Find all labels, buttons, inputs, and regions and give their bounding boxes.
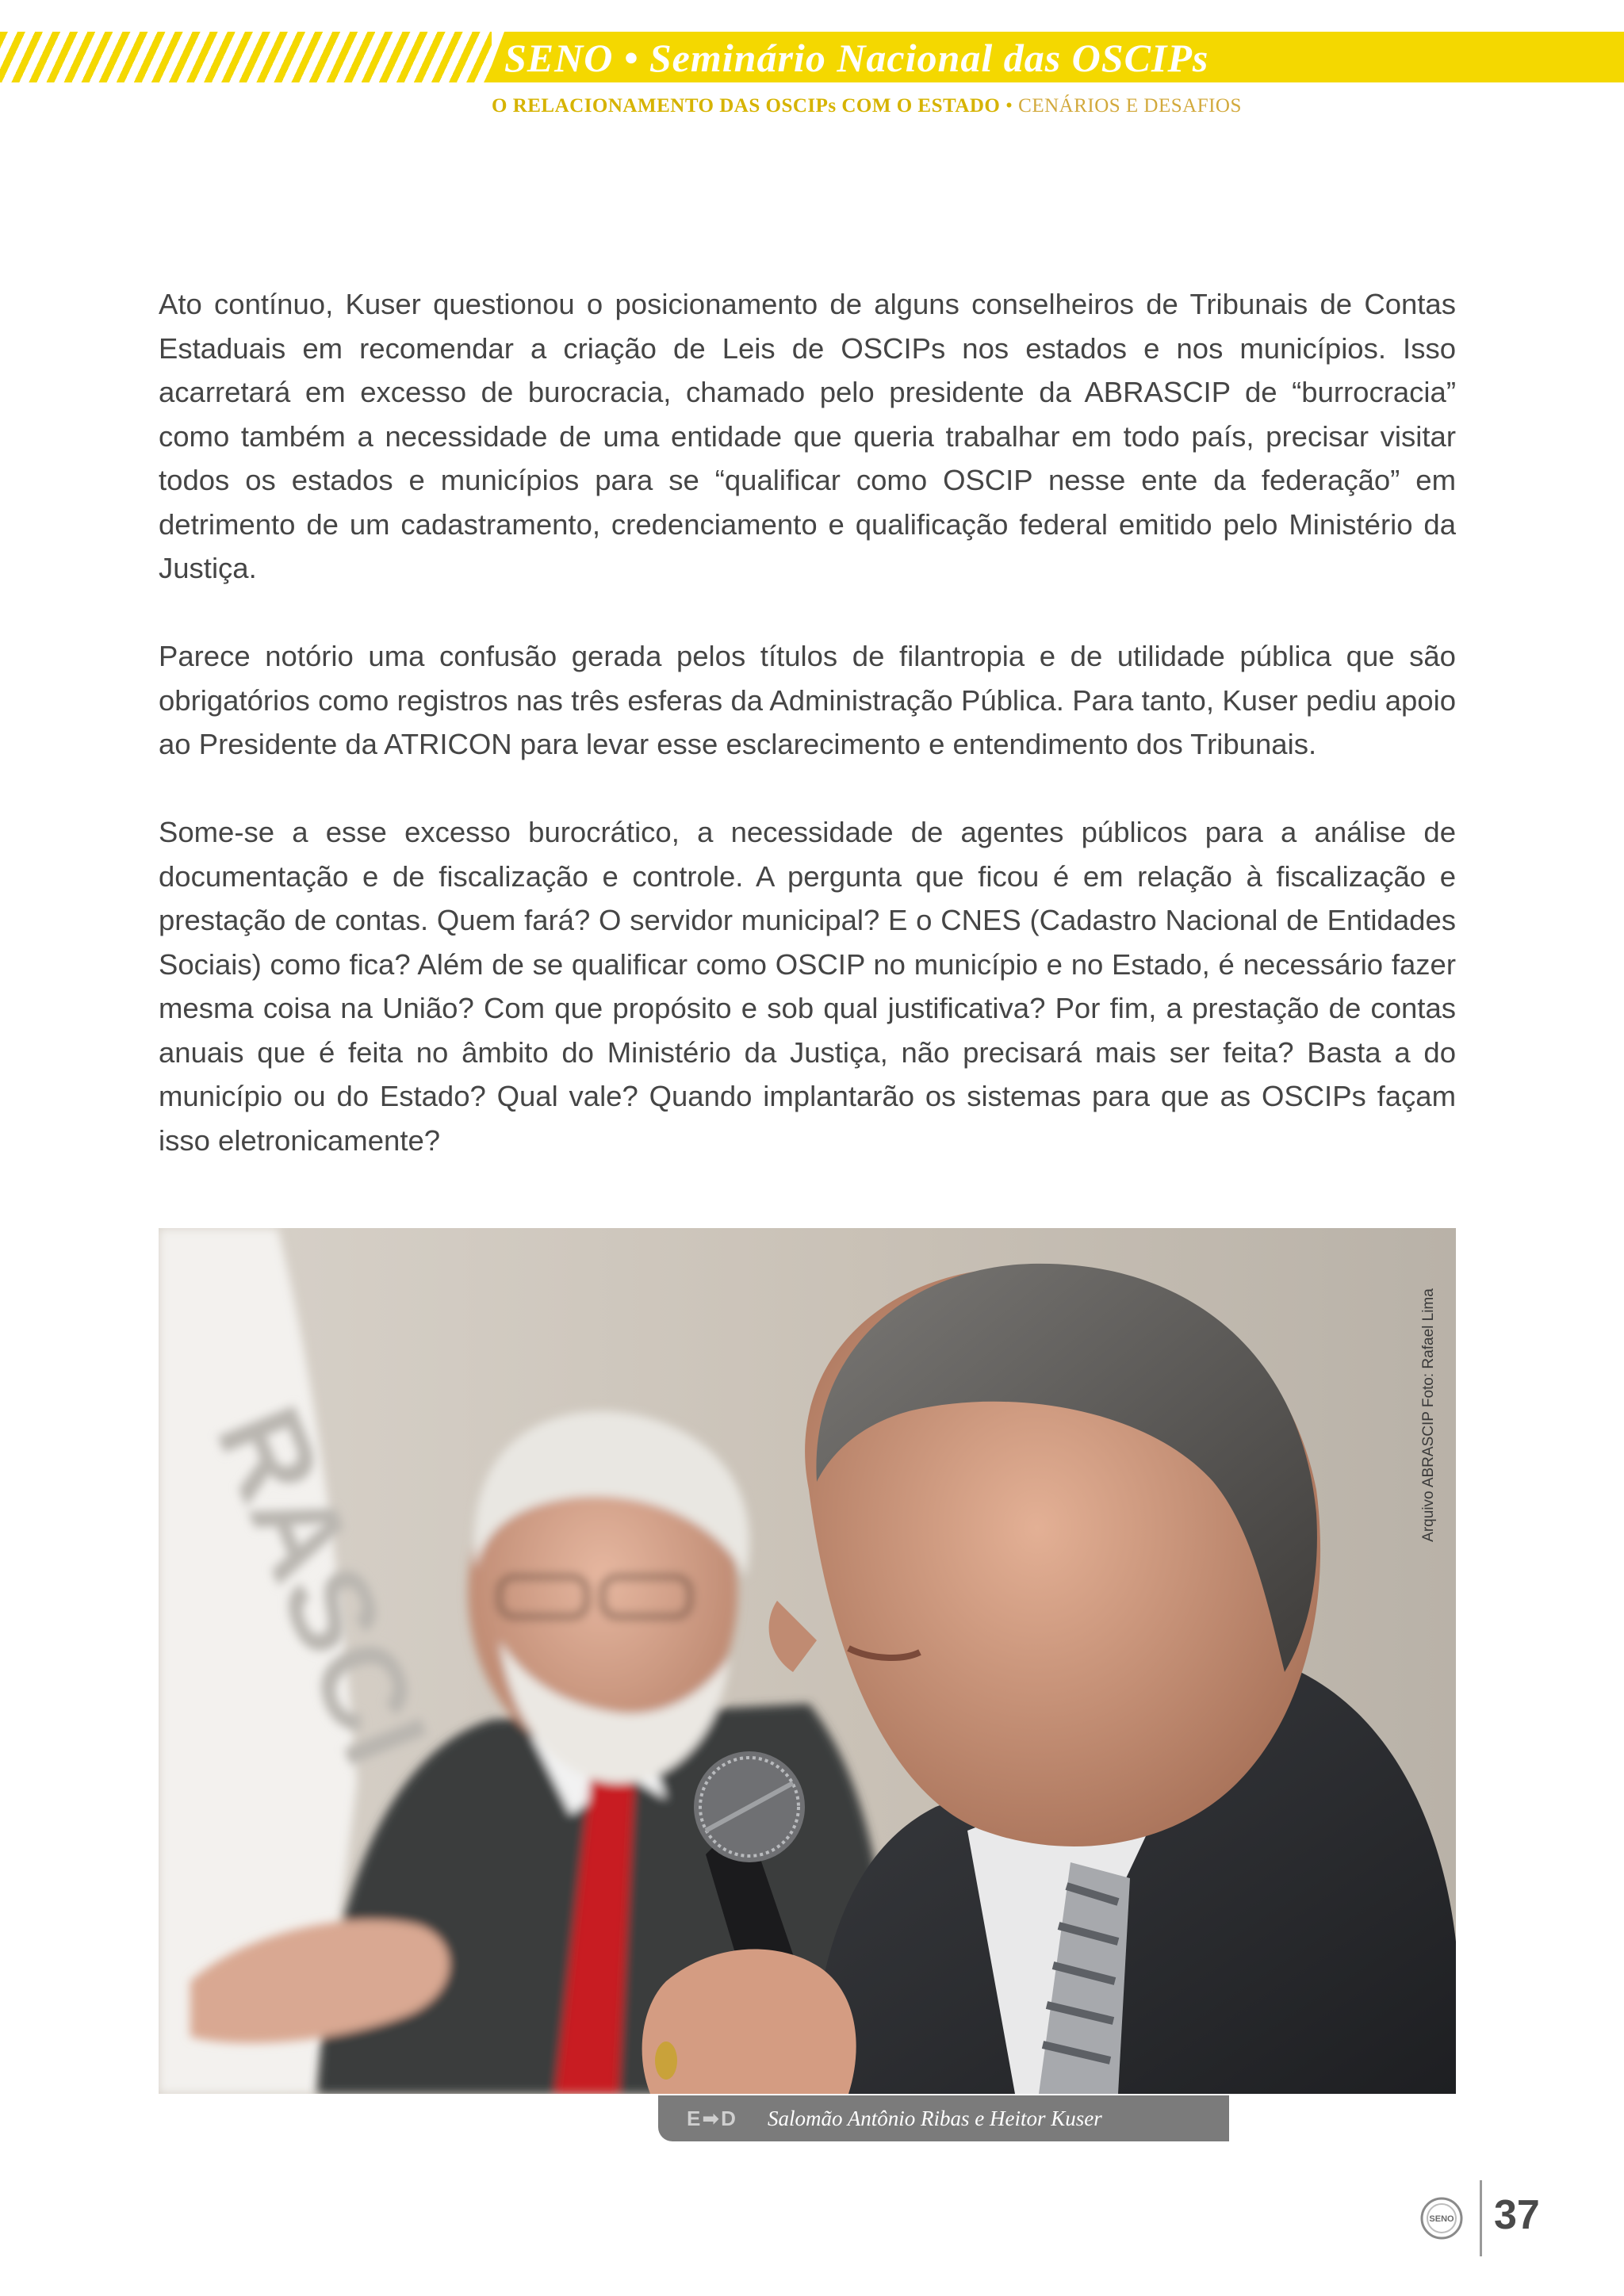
flag-text: RASCI xyxy=(191,1388,454,1782)
photo-credit xyxy=(1407,1241,1451,1590)
paragraph: Ato contínuo, Kuser questionou o posicionamento de alguns conselheiros de Tribunais de Contas Estaduais em recomendar a criação de Leis de OSCIPs nos estados e nos municípios. Isso acarretará em excesso de burocracia, chamado pelo presidente da ABRASCIP de “burrocracia” como também a necessidade de uma entidade que queria trabalhar em todo país, precisar visitar todos os estados e municípios para se “qualificar como OSCIP nesse ente da federação” em detrimento de um cadastramento, credenciamento e qualificação federal emitido pelo Ministério da Justiça. xyxy=(159,288,1456,584)
page-number: 37 xyxy=(1494,2192,1540,2238)
seno-logo-text: SENO xyxy=(1429,2214,1454,2224)
seno-logo-icon xyxy=(1419,2196,1464,2241)
caption-logo: E➡D xyxy=(687,2106,737,2130)
paragraph: Parece notório uma confusão gerada pelos títulos de filantropia e de utilidade pública que são obrigatórios como registros nas três esferas da Administração Pública. Para tanto, Kuser pediu apoio ao Presidente da ATRICON para levar esse esclarecimento e entendimento dos Tribunais. xyxy=(159,640,1456,760)
caption-text: Salomão Antônio Ribas e Heitor Kuser xyxy=(768,2106,1102,2130)
header-subtitle-main: O RELACIONAMENTO DAS OSCIPs COM O ESTADO xyxy=(492,95,1001,117)
header-subtitle-separator: • xyxy=(1000,95,1019,117)
article-photo xyxy=(159,1228,1456,2094)
photo-caption xyxy=(658,2095,1229,2141)
header-hatch-decoration xyxy=(0,32,492,82)
photo-credit-text: Arquivo ABRASCIP Foto: Rafael Lima xyxy=(1420,1288,1437,1542)
header-subtitle xyxy=(492,95,1242,117)
header-title: SENO • Seminário Nacional das OSCIPs xyxy=(504,36,1209,80)
footer-divider xyxy=(1480,2180,1482,2256)
photo-illustration xyxy=(159,1228,1456,2094)
paragraph: Some-se a esse excesso burocrático, a necessidade de agentes públicos para a análise de documentação e de fiscalização e controle. A pergunta que ficou é em relação à fiscalização e prestação de contas. Quem fará? O servidor municipal? E o CNES (Cadastro Nacional de Entidades Sociais) como fica? Além de se qualificar como OSCIP no município e no Estado, é necessário fazer mesma coisa na União? Com que propósito e sob qual justificativa? Por fim, a prestação de contas anuais que é feita no âmbito do Ministério da Justiça, não precisará mais ser feita? Basta a do município ou do Estado? Qual vale? Quando implantarão os sistemas para que as OSCIPs façam isso eletronicamente? xyxy=(159,816,1456,1157)
header-subtitle-secondary: CENÁRIOS E DESAFIOS xyxy=(1018,95,1242,117)
article-body xyxy=(159,282,1456,1207)
